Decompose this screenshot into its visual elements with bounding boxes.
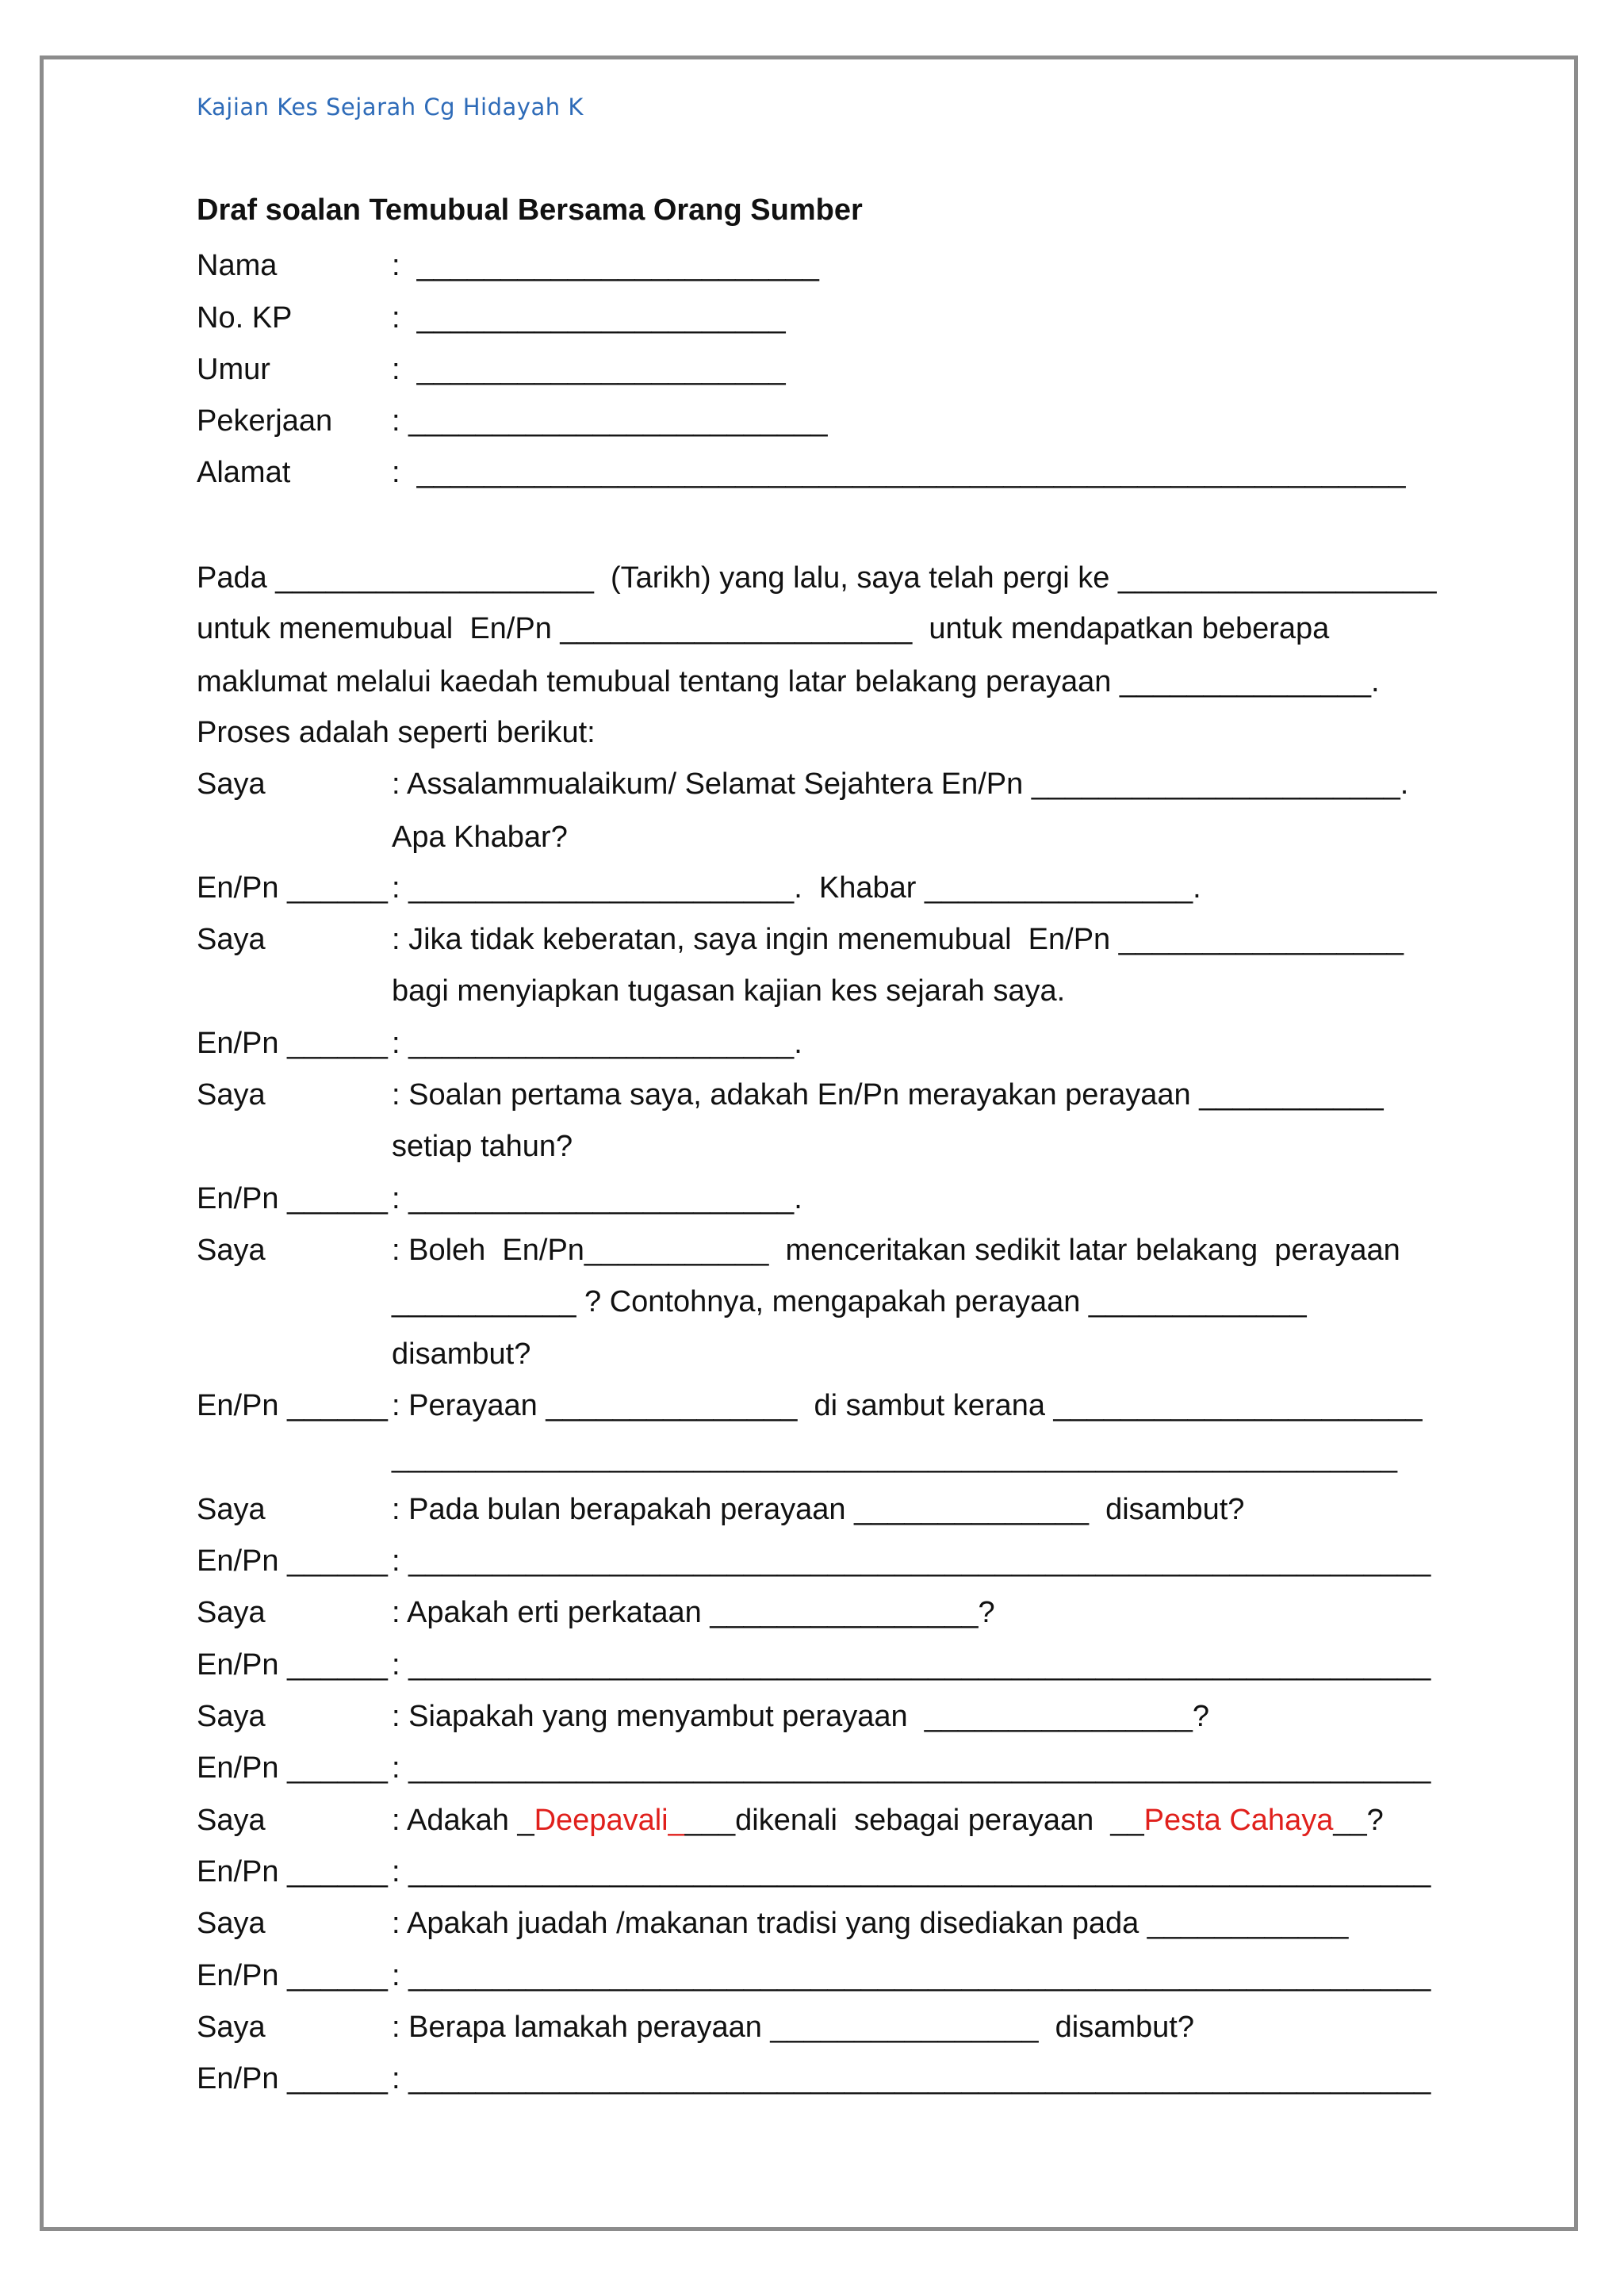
speaker-respondent: En/Pn ______ (197, 1544, 388, 1578)
field-blank-no-kp[interactable]: : ______________________ (392, 301, 786, 335)
intro-line-3: maklumat melalui kaedah temubual tentang latar belakang perayaan _______________. (197, 665, 1380, 698)
answer-line: : _______________________. (392, 1027, 802, 1060)
speaker-saya: Saya (197, 1493, 266, 1526)
intro-line-2: untuk menemubual En/Pn _____________________ untuk mendapatkan beberapa (197, 612, 1330, 645)
field-label-no-kp: No. KP (197, 301, 293, 335)
speaker-saya: Saya (197, 1078, 266, 1112)
speaker-respondent: En/Pn ______ (197, 1182, 388, 1215)
answer-line: : _____________________________________________________________ (392, 1751, 1431, 1785)
speaker-saya: Saya (197, 1700, 266, 1733)
field-blank-pekerjaan[interactable]: : _________________________ (392, 404, 828, 438)
field-label-alamat: Alamat (197, 456, 291, 489)
field-blank-alamat[interactable]: : ___________________________________________________________ (392, 456, 1406, 489)
speaker-respondent: En/Pn ______ (197, 2062, 388, 2095)
answer-line: : Perayaan _______________ di sambut kerana ______________________ (392, 1389, 1423, 1422)
dialogue-line: : Siapakah yang menyambut perayaan ________________? (392, 1700, 1210, 1733)
answer-line: : _______________________. (392, 1182, 802, 1215)
field-blank-umur[interactable]: : ______________________ (392, 353, 786, 386)
answer-line: : _______________________. Khabar ________________. (392, 871, 1201, 905)
dialogue-line: : Apakah juadah /makanan tradisi yang disediakan pada ____________ (392, 1907, 1349, 1940)
dialogue-text: : Adakah _ (392, 1804, 534, 1837)
answer-line: : _____________________________________________________________ (392, 1544, 1431, 1578)
highlight-deepavali: Deepavali_ (534, 1804, 685, 1837)
dialogue-line: : Jika tidak keberatan, saya ingin menemubual En/Pn _________________ (392, 923, 1404, 956)
field-label-umur: Umur (197, 353, 270, 386)
dialogue-line: : Soalan pertama saya, adakah En/Pn merayakan perayaan ___________ (392, 1078, 1384, 1112)
page-header: Kajian Kes Sejarah Cg Hidayah K (197, 94, 584, 121)
dialogue-text: ___dikenali sebagai perayaan __ (684, 1804, 1144, 1837)
speaker-saya: Saya (197, 1234, 266, 1267)
field-label-pekerjaan: Pekerjaan (197, 404, 333, 438)
dialogue-line-cont: ___________ ? Contohnya, mengapakah perayaan _____________ (392, 1285, 1307, 1318)
dialogue-line: : Pada bulan berapakah perayaan ______________ disambut? (392, 1493, 1245, 1526)
dialogue-line-cont: disambut? (392, 1337, 531, 1371)
speaker-saya: Saya (197, 1804, 266, 1837)
highlight-pesta-cahaya: Pesta Cahaya (1143, 1804, 1334, 1837)
answer-line: : _____________________________________________________________ (392, 1855, 1431, 1888)
speaker-saya: Saya (197, 2011, 266, 2044)
speaker-respondent: En/Pn ______ (197, 1648, 388, 1682)
answer-line: : _____________________________________________________________ (392, 2062, 1431, 2095)
dialogue-line: : Assalammualaikum/ Selamat Sejahtera En/Pn ______________________. (392, 767, 1409, 801)
speaker-respondent: En/Pn ______ (197, 1855, 388, 1888)
dialogue-line-cont: Apa Khabar? (392, 821, 568, 854)
dialogue-text: __? (1333, 1804, 1384, 1837)
document-title: Draf soalan Temubual Bersama Orang Sumber (197, 193, 863, 227)
speaker-respondent: En/Pn ______ (197, 871, 388, 905)
speaker-respondent: En/Pn ______ (197, 1959, 388, 1992)
speaker-saya: Saya (197, 923, 266, 956)
answer-line: : _____________________________________________________________ (392, 1959, 1431, 1992)
dialogue-line-cont: setiap tahun? (392, 1130, 573, 1163)
dialogue-line: : Berapa lamakah perayaan ________________ disambut? (392, 2011, 1194, 2044)
dialogue-line-highlighted (392, 1800, 1384, 1840)
speaker-respondent: En/Pn ______ (197, 1027, 388, 1060)
speaker-respondent: En/Pn ______ (197, 1751, 388, 1785)
speaker-saya: Saya (197, 767, 266, 801)
dialogue-line-cont: bagi menyiapkan tugasan kajian kes sejarah saya. (392, 974, 1066, 1008)
answer-line: : _____________________________________________________________ (392, 1648, 1431, 1682)
intro-line-4: Proses adalah seperti berikut: (197, 716, 596, 749)
field-blank-nama[interactable]: : ________________________ (392, 249, 819, 282)
dialogue-line: : Boleh En/Pn___________ menceritakan sedikit latar belakang perayaan (392, 1234, 1400, 1267)
speaker-saya: Saya (197, 1596, 266, 1629)
intro-line-1: Pada ___________________ (Tarikh) yang lalu, saya telah pergi ke ___________________ (197, 561, 1437, 595)
speaker-saya: Saya (197, 1907, 266, 1940)
dialogue-line: : Apakah erti perkataan ________________? (392, 1596, 995, 1629)
answer-line-cont: ____________________________________________________________ (392, 1441, 1398, 1474)
field-label-nama: Nama (197, 249, 278, 282)
speaker-respondent: En/Pn ______ (197, 1389, 388, 1422)
